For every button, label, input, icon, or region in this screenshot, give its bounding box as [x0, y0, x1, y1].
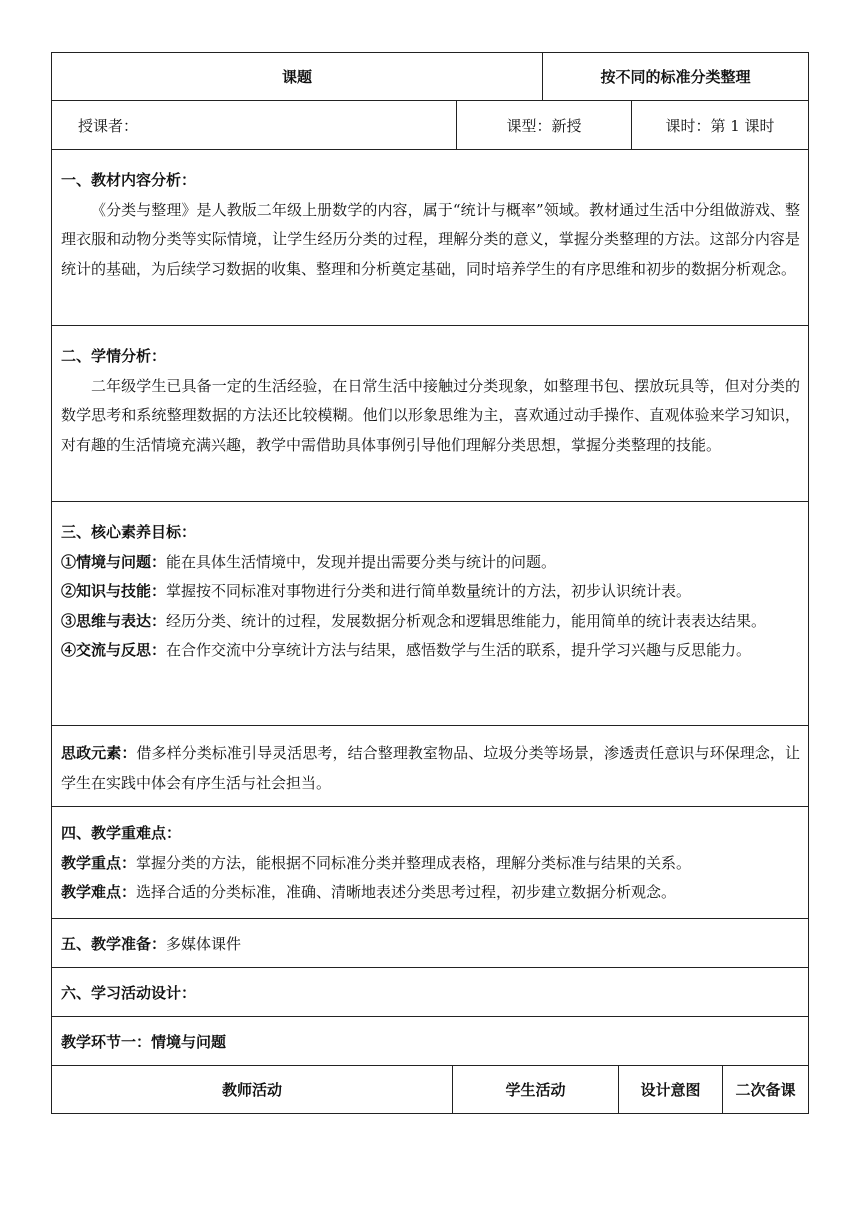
section-ideology — [51, 726, 809, 807]
key-point-label: 教学重点： — [61, 853, 137, 872]
goal-text: 掌握按不同标准对事物进行分类和进行简单数量统计的方法，初步认识统计表。 — [166, 582, 692, 600]
lesson-type: 课型：新授 — [456, 101, 631, 149]
section-body: 《分类与整理》是人教版二年级上册数学的内容，属于“统计与概率”领域。教材通过生活中分组做游戏、整理衣服和动物分类等实际情境，让学生经历分类的过程，理解分类的意义，掌握分类整理的方法。这部分内容是统计的基础，为后续学习数据的收集、整理和分析奠定基础，同时培养学生的有序思维和初步的数据分析观念。 — [61, 200, 800, 278]
column-header-student: 学生活动 — [452, 1066, 618, 1113]
goal-text: 经历分类、统计的过程，发展数据分析观念和逻辑思维能力，能用简单的统计表表达结果。 — [166, 611, 767, 630]
topic-row — [51, 52, 809, 101]
goal-label: ④交流与反思： — [61, 641, 167, 659]
teacher-label: 授课者： — [78, 116, 139, 135]
difficult-point-text: 选择合适的分类标准，准确、清晰地表述分类思考过程，初步建立数据分析观念。 — [136, 883, 677, 901]
goal-item — [61, 607, 800, 637]
key-point-text: 掌握分类的方法，能根据不同标准分类并整理成表格，理解分类标准与结果的关系。 — [136, 853, 692, 872]
lesson-plan-table — [51, 52, 809, 1114]
info-row — [51, 101, 809, 150]
section-material-analysis — [51, 150, 809, 326]
column-header-revision: 二次备课 — [722, 1066, 808, 1113]
goal-label: ①情境与问题： — [61, 552, 167, 571]
goal-text: 能在具体生活情境中，发现并提出需要分类与统计的问题。 — [166, 552, 557, 571]
difficult-point — [61, 878, 800, 908]
goal-item — [61, 548, 800, 578]
section-title: 四、教学重难点： — [61, 824, 182, 842]
goal-label: ②知识与技能： — [61, 582, 167, 600]
topic-label: 课题 — [281, 68, 312, 86]
section-title: 一、教材内容分析： — [61, 171, 197, 189]
section-core-goals — [51, 502, 809, 726]
goal-text: 在合作交流中分享统计方法与结果，感悟数学与生活的联系，提升学习兴趣与反思能力。 — [166, 641, 752, 659]
section-body: 二年级学生已具备一定的生活经验，在日常生活中接触过分类现象，如整理书包、摆放玩具等，但对分类的数学思考和系统整理数据的方法还比较模糊。他们以形象思维为主，喜欢通过动手操作、直观体验来学习知识，对有趣的生活情境充满兴趣，教学中需借助具体事例引导他们理解分类思想，掌握分类整理的技能。 — [61, 376, 800, 454]
section-title: 三、核心素养目标： — [61, 523, 197, 541]
column-header-intent: 设计意图 — [618, 1066, 722, 1113]
goal-item — [61, 577, 800, 607]
difficult-point-label: 教学难点： — [61, 883, 137, 901]
goal-label: ③思维与表达： — [61, 611, 167, 630]
ideology-body: 借多样分类标准引导灵活思考，结合整理教室物品、垃圾分类等场景，渗透责任意识与环保理念，让学生在实践中体会有序生活与社会担当。 — [61, 744, 800, 792]
preparation-value: 多媒体课件 — [166, 934, 242, 953]
stage-title: 教学环节一：情境与问题 — [61, 1032, 227, 1051]
topic-value: 按不同的标准分类整理 — [542, 53, 808, 100]
column-header-teacher: 教师活动 — [221, 1081, 282, 1099]
ideology-label: 思政元素： — [61, 744, 137, 762]
key-point — [61, 849, 800, 879]
preparation-text — [52, 919, 808, 967]
goal-item — [61, 636, 800, 666]
section-student-analysis — [51, 326, 809, 502]
section-activity-design — [51, 968, 809, 1017]
lesson-hours: 课时：第 1 课时 — [631, 101, 808, 149]
preparation-label: 五、教学准备： — [61, 934, 167, 953]
section-title: 二、学情分析： — [61, 347, 167, 365]
stage-row — [51, 1017, 809, 1066]
section-key-difficult — [51, 807, 809, 919]
ideology-text — [61, 739, 800, 798]
section-preparation — [51, 919, 809, 968]
activity-design-title: 六、学习活动设计： — [61, 983, 197, 1002]
activity-table-header — [51, 1066, 809, 1114]
